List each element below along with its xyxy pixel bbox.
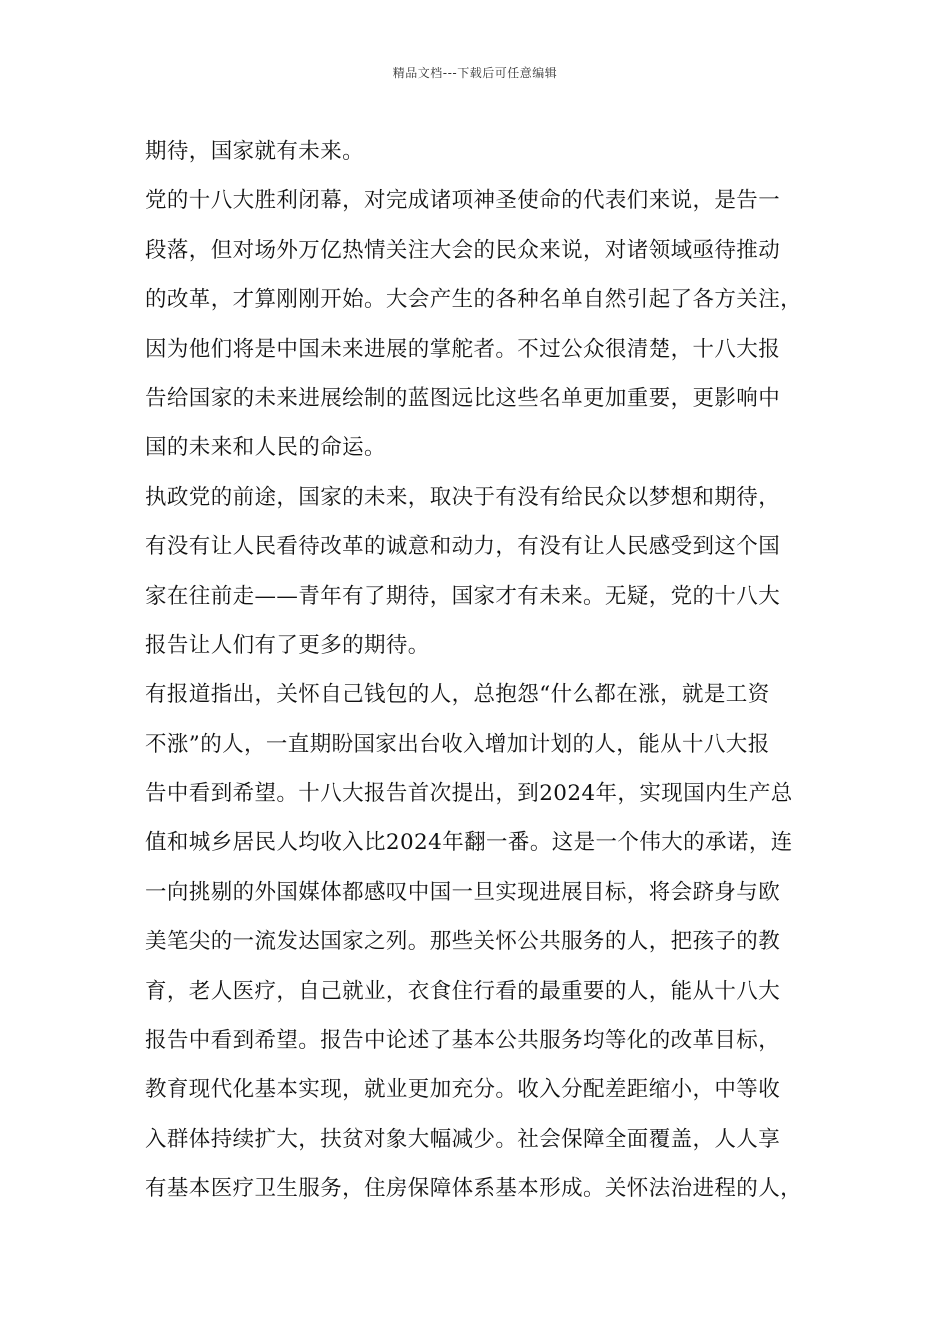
text-line: 值和城乡居民人均收入比2024年翻一番。这是一个伟大的承诺，连 bbox=[145, 830, 793, 856]
text-line: 报告让人们有了更多的期待。 bbox=[145, 632, 430, 658]
text-line: 的改革，才算刚刚开始。大会产生的各种名单自然引起了各方关注， bbox=[145, 287, 803, 313]
text-line: 教育现代化基本实现，就业更加充分。收入分配差距缩小，中等收 bbox=[145, 1077, 781, 1103]
document-body bbox=[145, 132, 825, 1219]
text-line: 一向挑剔的外国媒体都感叹中国一旦实现进展目标，将会跻身与欧 bbox=[145, 879, 781, 905]
text-line: 有基本医疗卫生服务，住房保障体系基本形成。关怀法治进程的人， bbox=[145, 1176, 803, 1202]
text-line: 告中看到希望。十八大报告首次提出，到2024年，实现国内生产总 bbox=[145, 781, 793, 807]
text-line: 有报道指出，关怀自己钱包的人，总抱怨“什么都在涨，就是工资 bbox=[145, 682, 770, 708]
text-line: 入群体持续扩大，扶贫对象大幅减少。社会保障全面覆盖，人人享 bbox=[145, 1126, 781, 1152]
text-line: 执政党的前途，国家的未来，取决于有没有给民众以梦想和期待， bbox=[145, 484, 781, 510]
text-line: 期待，国家就有未来。 bbox=[145, 139, 365, 164]
text-line: 不涨”的人，一直期盼国家出台收入增加计划的人，能从十八大报 bbox=[145, 731, 770, 757]
text-line: 育，老人医疗，自己就业，衣食住行看的最重要的人，能从十八大 bbox=[145, 978, 781, 1004]
text-line: 美笔尖的一流发达国家之列。那些关怀公共服务的人，把孩子的教 bbox=[145, 929, 781, 955]
text-line: 报告中看到希望。报告中论述了基本公共服务均等化的改革目标， bbox=[145, 1028, 781, 1054]
text-line: 党的十八大胜利闭幕，对完成诸项神圣使命的代表们来说，是告一 bbox=[145, 188, 781, 214]
text-line: 因为他们将是中国未来进展的掌舵者。不过公众很清楚，十八大报 bbox=[145, 336, 781, 362]
text-line: 段落，但对场外万亿热情关注大会的民众来说，对诸领域亟待推动 bbox=[145, 237, 781, 263]
page-header: 精品文档---下载后可任意编辑 bbox=[392, 66, 558, 80]
text-line: 告给国家的未来进展绘制的蓝图远比这些名单更加重要，更影响中 bbox=[145, 385, 781, 411]
text-line: 家在往前走——青年有了期待，国家才有未来。无疑，党的十八大 bbox=[145, 583, 781, 609]
text-line: 国的未来和人民的命运。 bbox=[145, 435, 386, 461]
text-line: 有没有让人民看待改革的诚意和动力，有没有让人民感受到这个国 bbox=[145, 534, 781, 560]
